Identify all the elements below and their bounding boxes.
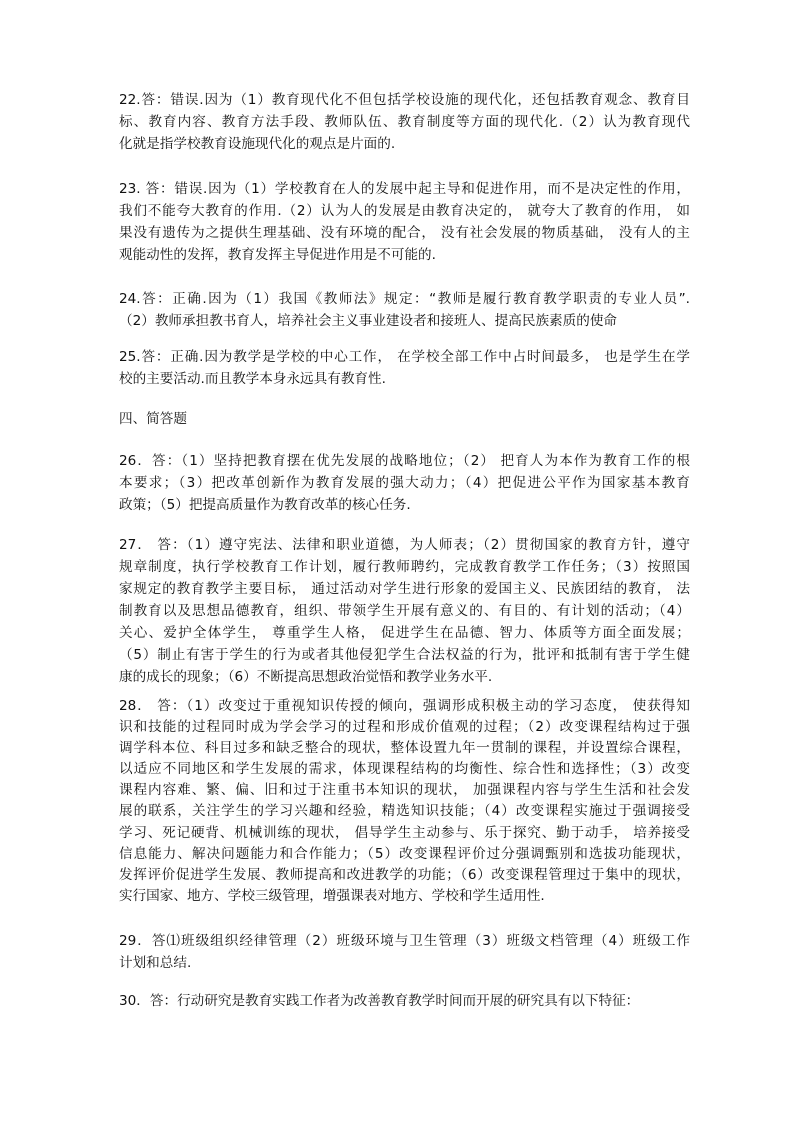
answer-22-line: 标、教育内容、教育方法手段、教师队伍、教育制度等方面的现代化.（2）认为教育现代 [119,114,690,130]
answer-28-line: 信息能力、解决问题能力和合作能力；（5）改变课程评价过分强调甄别和选拔功能现状， [119,845,690,862]
answer-22-line: 化就是指学校教育设施现代化的观点是片面的. [119,136,396,152]
answer-28-line: 展的联系，关注学生的学习兴趣和经验，精选知识技能；（4）改变课程实施过于强调接受 [119,803,690,820]
answer-24-line: 24.答：正确.因为（1）我国《教师法》规定：“教师是履行教育教学职责的专业人员”. [119,291,690,307]
section-heading [119,408,690,430]
answer-27-line: 康的成长的现象；（6）不断提高思想政治觉悟和教学业务水平. [119,669,493,685]
answer-22-line: 22.答：错误.因为（1）教育现代化不但包括学校设施的现代化，还包括教育观念、教育目 [119,92,690,108]
answer-27-line: 规章制度，执行学校教育工作计划，履行教师聘约，完成教育教学工作任务；（3）按照国 [119,559,690,575]
answer-28-line: 课程内容难、繁、偏、旧和过于注重书本知识的现状， 加强课程内容与学生生活和社会发 [119,782,690,799]
answer-26-line: 26．答：（1）坚持把教育摆在优先发展的战略地位；（2） 把育人为本作为教育工作的根 [119,453,690,469]
answer-29-line: 29．答⑴班级组织经律管理（2）班级环境与卫生管理（3）班级文档管理（4）班级工作 [119,933,690,949]
answer-25 [119,346,690,390]
answer-25-line: 25.答：正确.因为教学是学校的中心工作， 在学校全部工作中占时间最多， 也是学生在学 [119,349,690,365]
section-heading-line: 四、简答题 [119,411,187,427]
answer-27-line: 制教育以及思想品德教育，组织、带领学生开展有意义的、有目的、有计划的活动；（4） [119,603,690,619]
answer-24-line: （2）教师承担教书育人，培养社会主义事业建设者和接班人、提高民族素质的使命 [119,313,618,329]
answer-23-line: 观能动性的发挥，教育发挥主导促进作用是不可能的. [119,247,436,263]
answer-28-line: 调学科本位、科目过多和缺乏整合的现状，整体设置九年一贯制的课程，并设置综合课程， [119,740,690,757]
answer-26-line: 政策；（5）把提高质量作为教育改革的核心任务. [119,497,411,513]
answer-22 [119,89,690,155]
answer-27-line: （5）制止有害于学生的行为或者其他侵犯学生合法权益的行为，批评和抵制有害于学生健 [119,647,690,663]
answer-24 [119,288,690,332]
answer-28-line: 实行国家、地方、学校三级管理，增强课表对地方、学校和学生适用性. [119,887,545,904]
answer-29-line: 计划和总结. [119,955,192,971]
answer-27-line: 关心、爱护全体学生， 尊重学生人格， 促进学生在品德、智力、体质等方面全面发展； [119,625,690,641]
answer-30-line: 30．答：行动研究是教育实践工作者为改善教育教学时间而开展的研究具有以下特征： [119,993,640,1009]
answer-28-line: 发挥评价促进学生发展、教师提高和改进教学的功能；（6）改变课程管理过于集中的现状， [119,866,690,883]
answer-23 [119,178,690,266]
answer-23-line: 我们不能夸大教育的作用.（2）认为人的发展是由教育决定的， 就夸大了教育的作用， 如 [119,203,690,219]
answer-28-line: 28． 答：（1）改变过于重视知识传授的倾向，强调形成积极主动的学习态度， 使获得知 [119,698,690,714]
answer-28-line: 以适应不同地区和学生发展的需求，体现课程结构的均衡性、综合性和选择性；（3）改变 [119,761,690,778]
answer-29 [119,930,690,974]
answer-27-line: 27． 答：（1）遵守宪法、法律和职业道德，为人师表；（2）贯彻国家的教育方针，遵守 [119,537,690,553]
answer-30 [119,990,690,1012]
answer-23-line: 23. 答：错误.因为（1）学校教育在人的发展中起主导和促进作用，而不是决定性的作用， [119,181,690,197]
answer-28-line: 学习、死记硬背、机械训练的现状， 倡导学生主动参与、乐于探究、勤于动手， 培养接受 [119,824,690,841]
answer-23-line: 果没有遗传为之提供生理基础、没有环境的配合， 没有社会发展的物质基础， 没有人的主 [119,225,690,241]
answer-28-line: 识和技能的过程同时成为学会学习的过程和形成价值观的过程；（2）改变课程结构过于强 [119,719,690,736]
answer-25-line: 校的主要活动.而且教学本身永远具有教育性. [119,371,386,387]
answer-26 [119,450,690,516]
answer-28 [119,696,690,907]
answer-27 [119,534,690,688]
answer-27-line: 家规定的教育教学主要目标， 通过活动对学生进行形象的爱国主义、民族团结的教育， 法 [119,581,690,597]
answer-26-line: 本要求；（3）把改革创新作为教育发展的强大动力；（4）把促进公平作为国家基本教育 [119,475,690,491]
